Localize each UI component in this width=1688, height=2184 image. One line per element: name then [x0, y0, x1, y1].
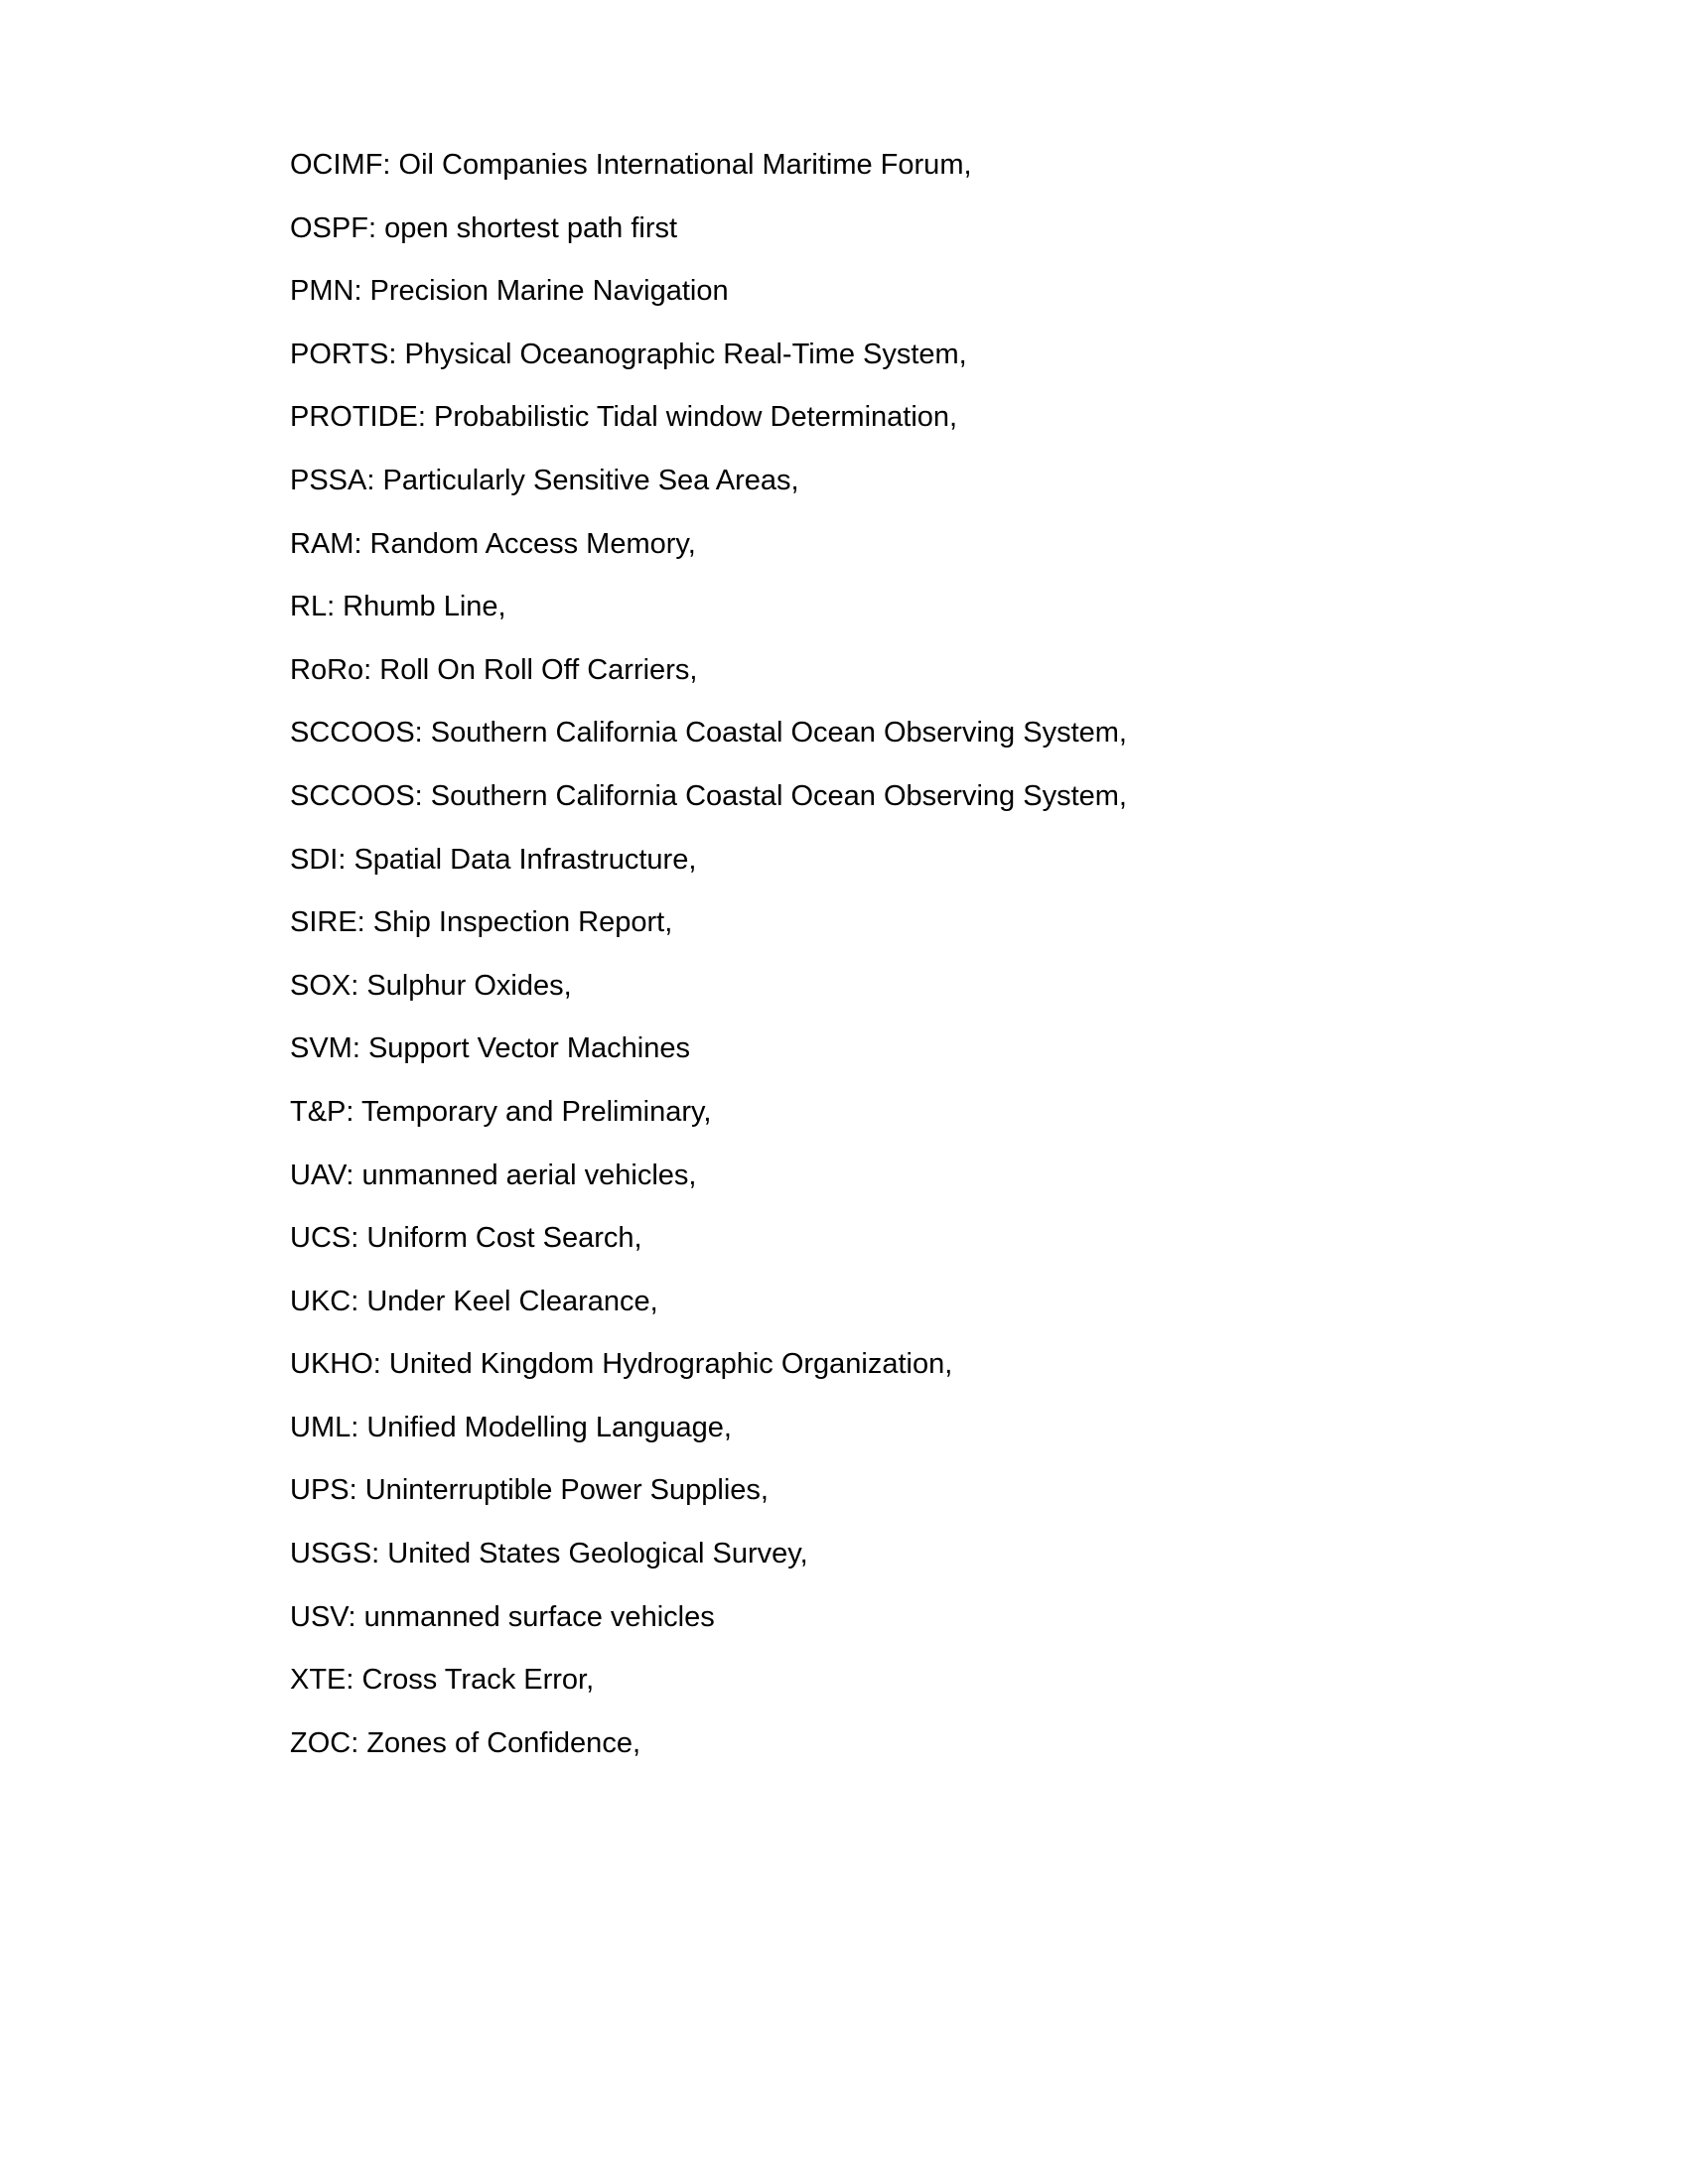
abbreviation-entry: T&P: Temporary and Preliminary, [290, 1095, 712, 1128]
abbreviation-entry: SDI: Spatial Data Infrastructure, [290, 843, 697, 876]
abbreviation-entry: UCS: Uniform Cost Search, [290, 1222, 642, 1255]
abbreviation-list [290, 143, 1481, 1784]
abbreviation-entry: PSSA: Particularly Sensitive Sea Areas, [290, 464, 799, 496]
abbreviation-entry: SCCOOS: Southern California Coastal Ocean Observing System, [290, 779, 1127, 812]
abbreviation-entry: RL: Rhumb Line, [290, 591, 506, 623]
abbreviation-entry: XTE: Cross Track Error, [290, 1664, 595, 1697]
abbreviation-entry: ZOC: Zones of Confidence, [290, 1726, 640, 1759]
abbreviation-entry: SCCOOS: Southern California Coastal Ocean Observing System, [290, 717, 1127, 750]
abbreviation-entry: SIRE: Ship Inspection Report, [290, 906, 673, 939]
abbreviation-entry: UKHO: United Kingdom Hydrographic Organization, [290, 1348, 953, 1381]
abbreviation-entry: PMN: Precision Marine Navigation [290, 275, 729, 308]
abbreviation-entry: SOX: Sulphur Oxides, [290, 969, 572, 1002]
abbreviation-entry: RAM: Random Access Memory, [290, 527, 696, 560]
abbreviation-entry: RoRo: Roll On Roll Off Carriers, [290, 653, 698, 686]
abbreviation-entry: SVM: Support Vector Machines [290, 1032, 690, 1065]
abbreviation-entry: UPS: Uninterruptible Power Supplies, [290, 1474, 769, 1507]
abbreviation-entry: OCIMF: Oil Companies International Maritime Forum, [290, 149, 972, 181]
abbreviation-entry: UKC: Under Keel Clearance, [290, 1285, 658, 1317]
abbreviation-entry: USGS: United States Geological Survey, [290, 1538, 808, 1570]
abbreviation-entry: UML: Unified Modelling Language, [290, 1411, 732, 1443]
abbreviation-entry: UAV: unmanned aerial vehicles, [290, 1159, 697, 1191]
abbreviation-entry: PORTS: Physical Oceanographic Real-Time System, [290, 338, 967, 370]
abbreviation-entry: USV: unmanned surface vehicles [290, 1600, 715, 1633]
abbreviation-entry: PROTIDE: Probabilistic Tidal window Determination, [290, 401, 958, 434]
abbreviation-entry: OSPF: open shortest path first [290, 211, 678, 244]
